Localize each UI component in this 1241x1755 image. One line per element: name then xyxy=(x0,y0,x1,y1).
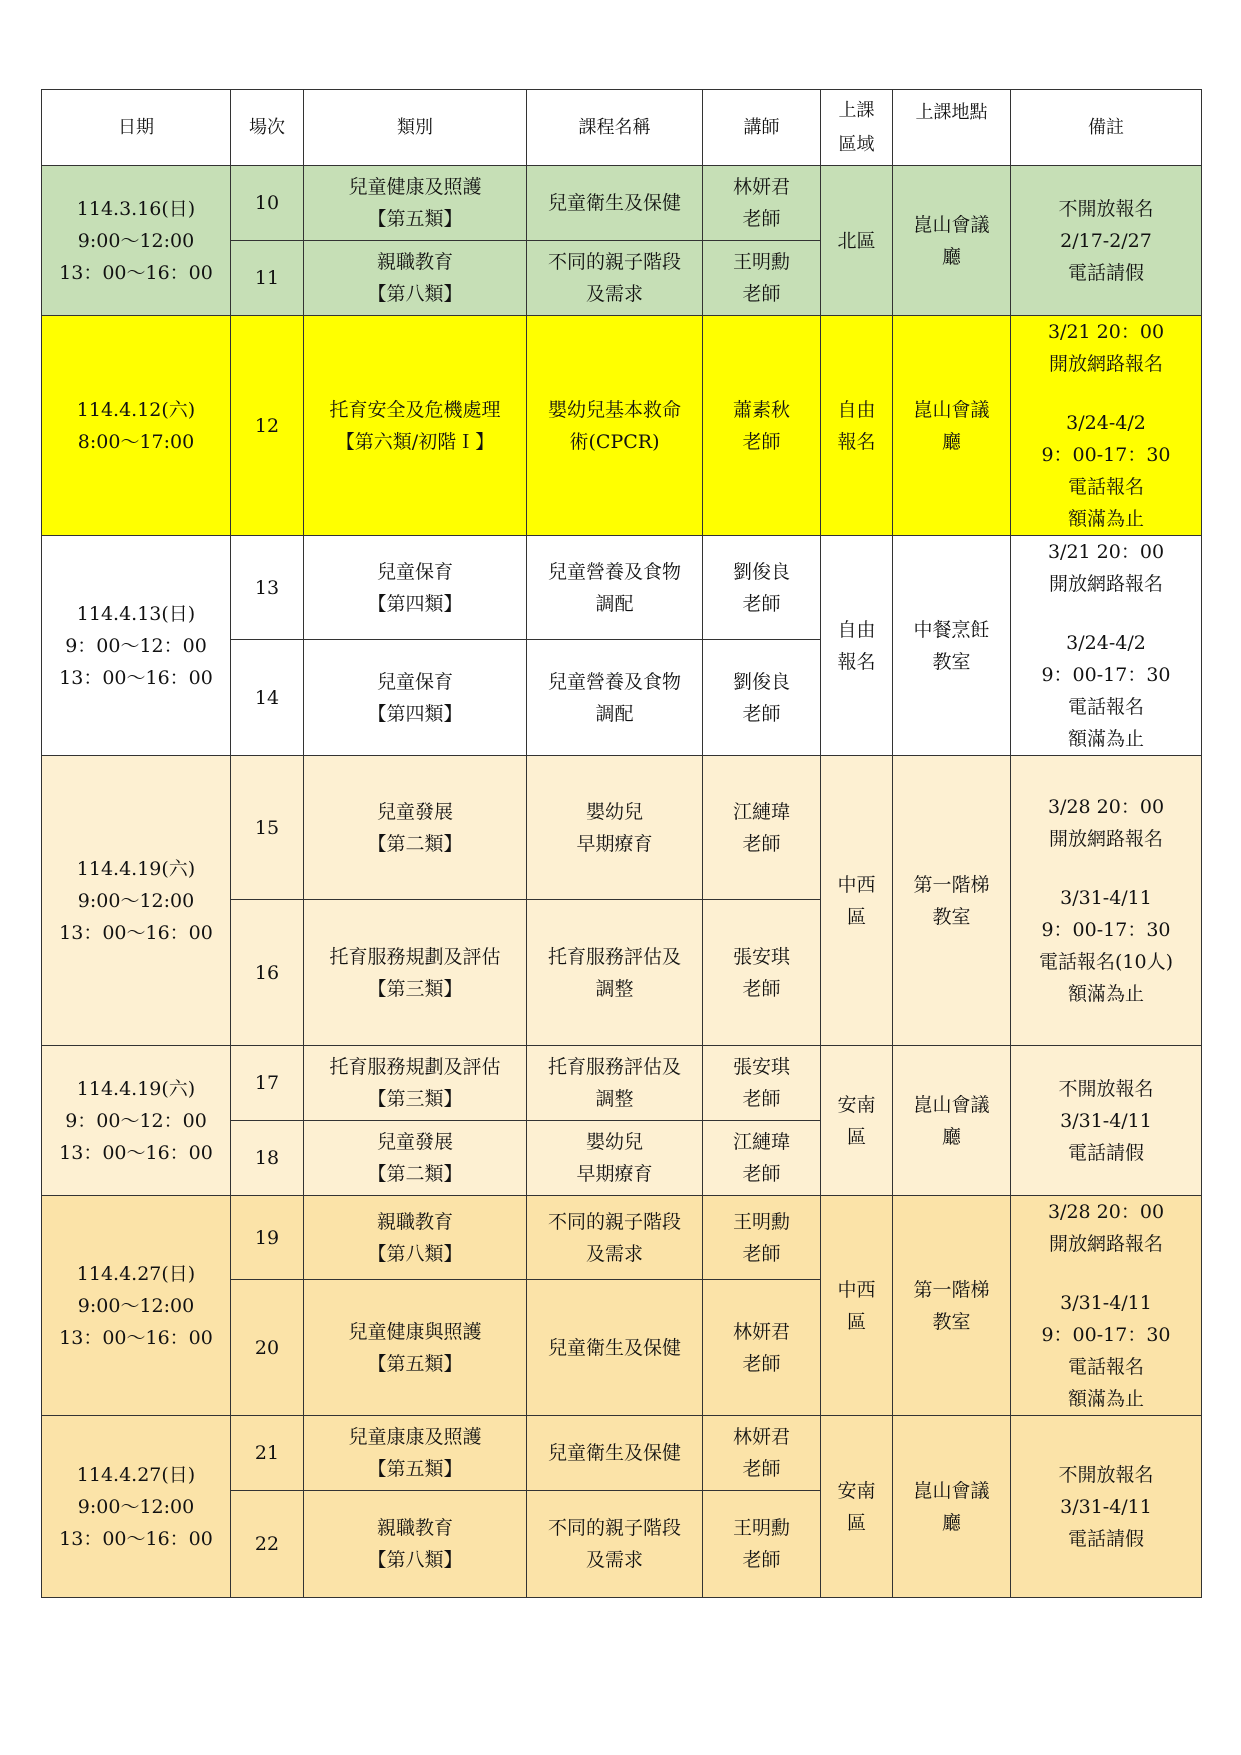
category-line: 親職教育 xyxy=(376,1517,453,1539)
course-line: 及需求 xyxy=(585,1242,643,1265)
date-cell xyxy=(42,1196,231,1416)
header-note: 備註 xyxy=(1011,90,1202,166)
date-cell xyxy=(42,756,231,1046)
course-line: 早期療育 xyxy=(576,1163,653,1185)
place-line: 中餐烹飪 xyxy=(913,618,990,641)
place-cell xyxy=(893,1046,1011,1196)
note-line: 不開放報名 xyxy=(1058,1463,1154,1486)
course-line: 調配 xyxy=(595,592,634,615)
category-line: 【第八類】 xyxy=(367,1549,463,1571)
note-line: 9：00-17：30 xyxy=(1041,664,1171,686)
place-line: 崑山會議 xyxy=(913,213,990,236)
course-cell xyxy=(527,536,703,640)
note-line: 電話請假 xyxy=(1067,1141,1144,1164)
area-cell xyxy=(821,316,893,536)
area-line: 報名 xyxy=(837,430,876,453)
teacher-line: 張安琪 xyxy=(732,1056,790,1078)
category-cell xyxy=(304,1280,527,1416)
date-line: 8:00～17:00 xyxy=(77,430,195,453)
table-row xyxy=(42,166,1202,241)
course-line: 術(CPCR) xyxy=(569,430,660,453)
header-place: 上課地點 xyxy=(893,90,1011,166)
place-cell xyxy=(893,1416,1011,1598)
note-line: 3/28 20：00 xyxy=(1047,796,1165,818)
session-number: 13 xyxy=(231,536,304,640)
course-line: 兒童衛生及保健 xyxy=(547,1336,681,1359)
teacher-line: 林妍君 xyxy=(732,176,790,198)
session-number: 12 xyxy=(231,316,304,536)
note-line: 3/24-4/2 xyxy=(1066,632,1146,654)
category-line: 親職教育 xyxy=(376,251,453,273)
teacher-line: 老師 xyxy=(742,1088,781,1110)
note-line: 電話報名 xyxy=(1067,696,1144,718)
course-line: 及需求 xyxy=(585,1549,643,1571)
session-number: 10 xyxy=(231,166,304,241)
place-line: 崑山會議 xyxy=(913,398,990,421)
note-line: 不開放報名 xyxy=(1058,197,1154,220)
teacher-line: 林妍君 xyxy=(732,1320,790,1343)
teacher-line: 王明勳 xyxy=(732,1210,790,1233)
session-number: 21 xyxy=(231,1416,304,1491)
category-line: 兒童保育 xyxy=(376,560,453,583)
note-line: 3/31-4/11 xyxy=(1060,1109,1152,1132)
teacher-line: 老師 xyxy=(742,702,781,725)
category-line: 【第四類】 xyxy=(367,592,463,615)
session-number: 14 xyxy=(231,640,304,756)
teacher-cell xyxy=(703,640,821,756)
note-line: 開放網路報名 xyxy=(1048,1233,1163,1255)
date-line: 9：00～12：00 xyxy=(65,634,207,657)
table-row xyxy=(42,1196,1202,1280)
teacher-line: 王明勳 xyxy=(732,251,790,273)
place-line: 廳 xyxy=(941,1125,961,1148)
place-line: 教室 xyxy=(932,650,971,673)
course-line: 調整 xyxy=(595,977,634,1000)
area-cell xyxy=(821,1416,893,1598)
category-line: 托育服務規劃及評估 xyxy=(329,1056,501,1078)
teacher-line: 劉俊良 xyxy=(732,670,790,693)
teacher-line: 老師 xyxy=(742,1458,781,1480)
teacher-line: 老師 xyxy=(742,283,781,305)
category-line: 兒童保育 xyxy=(376,670,453,693)
date-line: 114.4.12(六) xyxy=(76,398,196,421)
area-line: 報名 xyxy=(837,650,876,673)
session-number: 18 xyxy=(231,1121,304,1196)
note-line: 額滿為止 xyxy=(1067,728,1144,750)
note-line: 額滿為止 xyxy=(1067,1388,1144,1410)
place-cell xyxy=(893,316,1011,536)
category-line: 兒童發展 xyxy=(376,800,453,823)
course-line: 托育服務評估及 xyxy=(547,1056,681,1078)
category-cell xyxy=(304,1046,527,1121)
area-line: 中西 xyxy=(837,1278,876,1301)
place-cell xyxy=(893,756,1011,1046)
course-line: 及需求 xyxy=(585,283,643,305)
course-cell xyxy=(527,166,703,241)
category-cell xyxy=(304,1416,527,1491)
table-row xyxy=(42,1416,1202,1491)
teacher-line: 老師 xyxy=(742,430,781,453)
table-row xyxy=(42,316,1202,536)
teacher-line: 老師 xyxy=(742,832,781,855)
place-line: 第一階梯 xyxy=(913,1278,990,1301)
date-line: 9:00～12:00 xyxy=(77,229,195,252)
date-line: 114.4.19(六) xyxy=(76,857,196,880)
area-line: 自由 xyxy=(837,398,876,421)
category-cell xyxy=(304,1196,527,1280)
area-line: 中西 xyxy=(837,873,876,896)
header-row xyxy=(42,90,1202,166)
header-date: 日期 xyxy=(42,90,231,166)
category-line: 【第五類】 xyxy=(367,1352,463,1375)
course-line: 調整 xyxy=(595,1088,634,1110)
category-line: 【第八類】 xyxy=(367,1242,463,1265)
category-line: 親職教育 xyxy=(376,1210,453,1233)
note-cell xyxy=(1011,1046,1202,1196)
category-line: 【第三類】 xyxy=(367,1088,463,1110)
teacher-cell xyxy=(703,536,821,640)
teacher-line: 老師 xyxy=(742,1352,781,1375)
header-region-line: 區域 xyxy=(838,133,875,155)
course-cell xyxy=(527,1491,703,1598)
note-line: 2/17-2/27 xyxy=(1060,229,1152,252)
header-course: 課程名稱 xyxy=(527,90,703,166)
teacher-cell xyxy=(703,1121,821,1196)
note-line: 電話請假 xyxy=(1067,261,1144,284)
teacher-line: 江縺瑋 xyxy=(732,1131,790,1153)
date-line: 114.4.27(日) xyxy=(76,1262,196,1285)
category-line: 【第五類】 xyxy=(367,208,463,230)
table-row xyxy=(42,1046,1202,1121)
note-line: 3/24-4/2 xyxy=(1066,412,1146,434)
session-number: 19 xyxy=(231,1196,304,1280)
note-line: 9：00-17：30 xyxy=(1041,1324,1171,1346)
category-cell xyxy=(304,241,527,316)
category-line: 【第八類】 xyxy=(367,283,463,305)
date-line: 13：00～16：00 xyxy=(59,1527,213,1550)
note-line: 電話報名(10人) xyxy=(1038,951,1173,973)
area-cell xyxy=(821,1046,893,1196)
teacher-line: 蕭素秋 xyxy=(732,398,790,421)
note-line: 額滿為止 xyxy=(1067,508,1144,530)
category-cell xyxy=(304,1121,527,1196)
place-cell xyxy=(893,1196,1011,1416)
header-category: 類別 xyxy=(304,90,527,166)
session-number: 15 xyxy=(231,756,304,900)
session-number: 22 xyxy=(231,1491,304,1598)
note-line: 3/31-4/11 xyxy=(1060,1495,1152,1518)
date-cell xyxy=(42,166,231,316)
course-line: 托育服務評估及 xyxy=(547,945,681,968)
teacher-line: 老師 xyxy=(742,1549,781,1571)
category-cell xyxy=(304,536,527,640)
area-line: 區 xyxy=(846,1511,866,1534)
course-line: 兒童營養及食物 xyxy=(547,560,681,583)
area-cell xyxy=(821,536,893,756)
course-line: 兒童衛生及保健 xyxy=(547,192,681,214)
category-line: 兒童發展 xyxy=(376,1131,453,1153)
teacher-line: 老師 xyxy=(742,977,781,1000)
date-line: 9:00～12:00 xyxy=(77,889,195,912)
place-cell xyxy=(893,536,1011,756)
date-line: 114.4.27(日) xyxy=(76,1463,196,1486)
teacher-cell xyxy=(703,241,821,316)
note-line: 開放網路報名 xyxy=(1048,573,1163,595)
note-line: 電話報名 xyxy=(1067,1356,1144,1378)
date-cell xyxy=(42,1046,231,1196)
place-line: 崑山會議 xyxy=(913,1479,990,1502)
category-line: 【第二類】 xyxy=(367,1163,463,1185)
teacher-line: 劉俊良 xyxy=(732,560,790,583)
place-line: 廳 xyxy=(941,1511,961,1534)
place-line: 廳 xyxy=(941,245,961,268)
category-cell xyxy=(304,1491,527,1598)
category-line: 兒童健康與照護 xyxy=(348,1320,482,1343)
table-row xyxy=(42,536,1202,640)
date-cell xyxy=(42,536,231,756)
course-line: 早期療育 xyxy=(576,832,653,855)
header-teacher: 講師 xyxy=(703,90,821,166)
note-line: 9：00-17：30 xyxy=(1041,919,1171,941)
teacher-line: 江縺瑋 xyxy=(732,800,790,823)
course-cell xyxy=(527,900,703,1046)
teacher-cell xyxy=(703,1196,821,1280)
teacher-cell xyxy=(703,900,821,1046)
teacher-cell xyxy=(703,756,821,900)
category-cell xyxy=(304,900,527,1046)
teacher-line: 老師 xyxy=(742,592,781,615)
course-line: 嬰幼兒 xyxy=(585,800,643,823)
table-row xyxy=(42,756,1202,900)
course-cell xyxy=(527,640,703,756)
category-line: 【第四類】 xyxy=(367,702,463,725)
date-line: 13：00～16：00 xyxy=(59,921,213,944)
area-line: 區 xyxy=(846,1125,866,1148)
course-line: 不同的親子階段 xyxy=(547,1210,681,1233)
note-line: 開放網路報名 xyxy=(1048,353,1163,375)
note-line: 電話請假 xyxy=(1067,1527,1144,1550)
area-cell xyxy=(821,166,893,316)
header-region-line: 上課 xyxy=(838,99,875,121)
category-line: 托育服務規劃及評估 xyxy=(329,945,501,968)
date-cell xyxy=(42,316,231,536)
note-cell xyxy=(1011,536,1202,756)
date-line: 9：00～12：00 xyxy=(65,1109,207,1132)
date-line: 13：00～16：00 xyxy=(59,666,213,689)
date-line: 114.3.16(日) xyxy=(76,197,196,220)
date-line: 9:00～12:00 xyxy=(77,1495,195,1518)
course-schedule-table xyxy=(41,89,1202,1598)
area-cell xyxy=(821,756,893,1046)
category-line: 【第六類/初階Ｉ】 xyxy=(335,430,495,453)
place-line: 第一階梯 xyxy=(913,873,990,896)
course-cell xyxy=(527,1416,703,1491)
area-line: 區 xyxy=(846,905,866,928)
category-line: 【第二類】 xyxy=(367,832,463,855)
place-line: 教室 xyxy=(932,1310,971,1333)
category-line: 【第三類】 xyxy=(367,977,463,1000)
note-line: 不開放報名 xyxy=(1058,1077,1154,1100)
teacher-line: 王明勳 xyxy=(732,1517,790,1539)
session-number: 11 xyxy=(231,241,304,316)
course-line: 兒童衛生及保健 xyxy=(547,1442,681,1464)
course-cell xyxy=(527,1121,703,1196)
date-line: 114.4.19(六) xyxy=(76,1077,196,1100)
note-cell xyxy=(1011,756,1202,1046)
course-cell xyxy=(527,756,703,900)
course-line: 嬰幼兒 xyxy=(585,1131,643,1153)
teacher-line: 老師 xyxy=(742,1242,781,1265)
area-line: 安南 xyxy=(837,1479,876,1502)
teacher-cell xyxy=(703,166,821,241)
date-line: 9:00～12:00 xyxy=(77,1294,195,1317)
note-line: 3/31-4/11 xyxy=(1060,1292,1152,1314)
course-cell xyxy=(527,1280,703,1416)
course-line: 兒童營養及食物 xyxy=(547,670,681,693)
teacher-line: 林妍君 xyxy=(732,1426,790,1448)
area-line: 安南 xyxy=(837,1093,876,1116)
course-cell xyxy=(527,316,703,536)
course-line: 不同的親子階段 xyxy=(547,1517,681,1539)
session-number: 16 xyxy=(231,900,304,1046)
session-number: 17 xyxy=(231,1046,304,1121)
note-line: 3/21 20：00 xyxy=(1047,321,1165,343)
place-line: 教室 xyxy=(932,905,971,928)
course-cell xyxy=(527,1046,703,1121)
area-line: 自由 xyxy=(837,618,876,641)
course-line: 調配 xyxy=(595,702,634,725)
place-line: 廳 xyxy=(941,430,961,453)
teacher-cell xyxy=(703,1280,821,1416)
area-cell xyxy=(821,1196,893,1416)
course-cell xyxy=(527,241,703,316)
category-cell xyxy=(304,166,527,241)
course-line: 不同的親子階段 xyxy=(547,251,681,273)
session-number: 20 xyxy=(231,1280,304,1416)
note-cell xyxy=(1011,316,1202,536)
category-line: 兒童健康及照護 xyxy=(348,176,482,198)
note-line: 3/31-4/11 xyxy=(1060,887,1152,909)
teacher-line: 張安琪 xyxy=(732,945,790,968)
category-line: 【第五類】 xyxy=(367,1458,463,1480)
note-line: 9：00-17：30 xyxy=(1041,444,1171,466)
note-line: 3/21 20：00 xyxy=(1047,541,1165,563)
category-line: 兒童康康及照護 xyxy=(348,1426,482,1448)
date-line: 13：00～16：00 xyxy=(59,261,213,284)
teacher-line: 老師 xyxy=(742,1163,781,1185)
header-session: 場次 xyxy=(231,90,304,166)
teacher-cell xyxy=(703,1046,821,1121)
note-cell xyxy=(1011,1196,1202,1416)
header-region xyxy=(821,90,893,166)
teacher-cell xyxy=(703,1491,821,1598)
note-line: 3/28 20：00 xyxy=(1047,1201,1165,1223)
area-line: 北區 xyxy=(837,229,876,252)
date-cell xyxy=(42,1416,231,1598)
date-line: 13：00～16：00 xyxy=(59,1141,213,1164)
note-cell xyxy=(1011,1416,1202,1598)
teacher-cell xyxy=(703,316,821,536)
course-line: 嬰幼兒基本救命 xyxy=(547,398,681,421)
place-cell xyxy=(893,166,1011,316)
place-line: 崑山會議 xyxy=(913,1093,990,1116)
note-line: 電話報名 xyxy=(1067,476,1144,498)
category-cell xyxy=(304,640,527,756)
teacher-line: 老師 xyxy=(742,208,781,230)
category-line: 托育安全及危機處理 xyxy=(329,398,501,421)
date-line: 114.4.13(日) xyxy=(76,602,196,625)
area-line: 區 xyxy=(846,1310,866,1333)
date-line: 13：00～16：00 xyxy=(59,1326,213,1349)
note-line: 開放網路報名 xyxy=(1048,828,1163,850)
course-cell xyxy=(527,1196,703,1280)
note-line: 額滿為止 xyxy=(1067,983,1144,1005)
note-cell xyxy=(1011,166,1202,316)
category-cell xyxy=(304,316,527,536)
teacher-cell xyxy=(703,1416,821,1491)
category-cell xyxy=(304,756,527,900)
